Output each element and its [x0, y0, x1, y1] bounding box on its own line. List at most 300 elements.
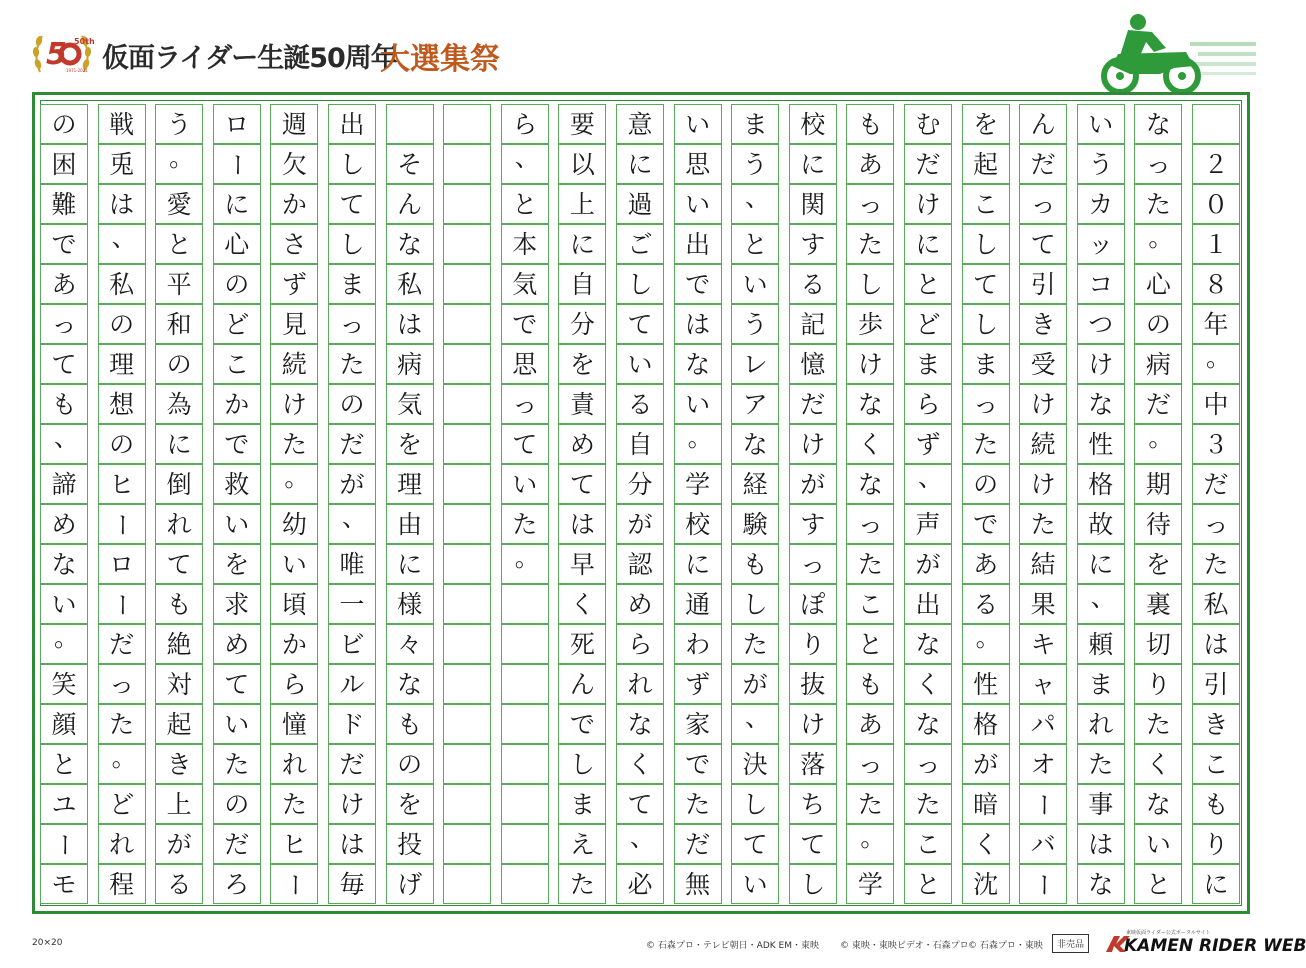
manuscript-cell: め: [616, 584, 664, 624]
manuscript-cell: な: [616, 704, 664, 744]
manuscript-cell: カ: [1077, 184, 1125, 224]
manuscript-cell: [501, 784, 549, 824]
manuscript-cell: [443, 624, 491, 664]
manuscript-cell: を: [386, 784, 434, 824]
manuscript-cell: 諦: [40, 464, 88, 504]
manuscript-cell: っ: [962, 384, 1010, 424]
manuscript-cell: の: [386, 744, 434, 784]
manuscript-cell: が: [328, 464, 376, 504]
manuscript-cell: が: [616, 504, 664, 544]
manuscript-cell: 必: [616, 864, 664, 904]
manuscript-cell: あ: [846, 144, 894, 184]
manuscript-cell: ま: [1077, 664, 1125, 704]
manuscript-cell: き: [1019, 304, 1067, 344]
manuscript-cell: 、: [904, 464, 952, 504]
manuscript-cell: [443, 184, 491, 224]
manuscript-cell: に: [789, 144, 837, 184]
manuscript-cell: え: [558, 824, 606, 864]
manuscript-cell: ら: [270, 664, 318, 704]
manuscript-cell: も: [846, 104, 894, 144]
manuscript-cell: っ: [328, 304, 376, 344]
manuscript-cell: い: [1077, 104, 1125, 144]
manuscript-cell: を: [1134, 544, 1182, 584]
manuscript-cell: っ: [904, 744, 952, 784]
manuscript-cell: と: [501, 184, 549, 224]
page-title: 仮面ライダー生誕50周年: [102, 43, 397, 74]
manuscript-cell: ー: [1019, 864, 1067, 904]
manuscript-cell: 引: [1019, 264, 1067, 304]
manuscript-cell: は: [1192, 624, 1240, 664]
manuscript-cell: 。: [501, 544, 549, 584]
manuscript-cell: た: [846, 784, 894, 824]
manuscript-cell: に: [558, 224, 606, 264]
manuscript-cell: 。: [98, 744, 146, 784]
manuscript-cell: 出: [328, 104, 376, 144]
manuscript-cell: 学: [674, 464, 722, 504]
manuscript-cell: だ: [674, 824, 722, 864]
manuscript-cell: [501, 584, 549, 624]
manuscript-cell: な: [386, 664, 434, 704]
manuscript-cell: 声: [904, 504, 952, 544]
manuscript-cell: に: [904, 224, 952, 264]
manuscript-cell: く: [904, 664, 952, 704]
manuscript-cell: 求: [213, 584, 261, 624]
manuscript-cell: く: [558, 584, 606, 624]
manuscript-cell: [443, 584, 491, 624]
manuscript-cell: け: [846, 344, 894, 384]
manuscript-cell: 分: [616, 464, 664, 504]
manuscript-cell: す: [789, 224, 837, 264]
manuscript-cell: い: [731, 864, 779, 904]
manuscript-cell: 為: [155, 384, 203, 424]
manuscript-cell: と: [1134, 864, 1182, 904]
manuscript-cell: る: [789, 264, 837, 304]
manuscript-column: [443, 104, 491, 904]
manuscript-cell: 自: [616, 424, 664, 464]
manuscript-cell: 由: [386, 504, 434, 544]
manuscript-cell: し: [846, 264, 894, 304]
manuscript-cell: わ: [674, 624, 722, 664]
manuscript-cell: [501, 624, 549, 664]
manuscript-cell: な: [904, 704, 952, 744]
manuscript-cell: [443, 824, 491, 864]
manuscript-column: [846, 104, 894, 904]
manuscript-cell: 思: [501, 344, 549, 384]
manuscript-cell: の: [213, 264, 261, 304]
manuscript-cell: ん: [558, 664, 606, 704]
manuscript-cell: 続: [1019, 424, 1067, 464]
manuscript-cell: 気: [386, 384, 434, 424]
manuscript-cell: だ: [328, 424, 376, 464]
manuscript-cell: 見: [270, 304, 318, 344]
manuscript-cell: け: [789, 704, 837, 744]
manuscript-cell: も: [1192, 784, 1240, 824]
manuscript-cell: 絶: [155, 624, 203, 664]
manuscript-cell: く: [1134, 744, 1182, 784]
manuscript-cell: だ: [328, 744, 376, 784]
manuscript-cell: 性: [962, 664, 1010, 704]
manuscript-cell: 、: [501, 144, 549, 184]
manuscript-cell: な: [40, 544, 88, 584]
manuscript-cell: む: [904, 104, 952, 144]
manuscript-cell: す: [789, 504, 837, 544]
manuscript-cell: 毎: [328, 864, 376, 904]
manuscript-cell: を: [213, 544, 261, 584]
manuscript-cell: ん: [1019, 104, 1067, 144]
manuscript-cell: た: [962, 424, 1010, 464]
manuscript-cell: ず: [674, 664, 722, 704]
manuscript-cell: に: [674, 544, 722, 584]
manuscript-cell: [443, 544, 491, 584]
manuscript-cell: 校: [789, 104, 837, 144]
manuscript-cell: あ: [846, 704, 894, 744]
manuscript-cell: [443, 304, 491, 344]
manuscript-cell: 年: [1192, 304, 1240, 344]
manuscript-cell: う: [731, 304, 779, 344]
manuscript-cell: ど: [904, 304, 952, 344]
manuscript-cell: 倒: [155, 464, 203, 504]
manuscript-cell: た: [1134, 704, 1182, 744]
manuscript-cell: だ: [904, 144, 952, 184]
manuscript-cell: い: [616, 344, 664, 384]
manuscript-cell: さ: [270, 224, 318, 264]
manuscript-cell: 思: [674, 144, 722, 184]
site-name: KAMEN RIDER WEB: [1124, 936, 1306, 956]
manuscript-cell: た: [328, 344, 376, 384]
manuscript-cell: モ: [40, 864, 88, 904]
manuscript-cell: 自: [558, 264, 606, 304]
manuscript-cell: で: [501, 304, 549, 344]
manuscript-cell: 平: [155, 264, 203, 304]
manuscript-cell: 私: [386, 264, 434, 304]
manuscript-cell: 、: [98, 224, 146, 264]
copyright-3: © 石森プロ・東映: [968, 941, 1043, 951]
manuscript-cell: で: [213, 424, 261, 464]
manuscript-cell: ヒ: [98, 464, 146, 504]
manuscript-column: [789, 104, 837, 904]
manuscript-cell: パ: [1019, 704, 1067, 744]
manuscript-cell: う: [731, 144, 779, 184]
manuscript-cell: た: [98, 704, 146, 744]
manuscript-cell: し: [731, 584, 779, 624]
manuscript-cell: と: [846, 624, 894, 664]
svg-text:5: 5: [46, 37, 67, 72]
manuscript-cell: た: [501, 504, 549, 544]
manuscript-cell: た: [904, 784, 952, 824]
manuscript-cell: 。: [1192, 344, 1240, 384]
manuscript-cell: 事: [1077, 784, 1125, 824]
manuscript-cell: し: [558, 744, 606, 784]
manuscript-cell: ロ: [98, 544, 146, 584]
manuscript-cell: っ: [846, 504, 894, 544]
manuscript-cell: も: [155, 584, 203, 624]
manuscript-cell: [443, 264, 491, 304]
manuscript-cell: 認: [616, 544, 664, 584]
manuscript-cell: 出: [674, 224, 722, 264]
manuscript-cell: れ: [155, 504, 203, 544]
manuscript-cell: い: [270, 544, 318, 584]
manuscript-cell: [501, 704, 549, 744]
manuscript-cell: 。: [155, 144, 203, 184]
manuscript-cell: [443, 224, 491, 264]
manuscript-cell: る: [616, 384, 664, 424]
manuscript-cell: 待: [1134, 504, 1182, 544]
manuscript-cell: な: [1077, 864, 1125, 904]
manuscript-cell: 難: [40, 184, 88, 224]
manuscript-cell: な: [904, 624, 952, 664]
manuscript-cell: て: [731, 824, 779, 864]
manuscript-cell: る: [962, 584, 1010, 624]
manuscript-cell: か: [213, 384, 261, 424]
manuscript-cell: た: [1192, 544, 1240, 584]
manuscript-cell: 家: [674, 704, 722, 744]
manuscript-cell: ぽ: [789, 584, 837, 624]
manuscript-cell: は: [558, 504, 606, 544]
manuscript-cell: が: [904, 544, 952, 584]
manuscript-cell: 裏: [1134, 584, 1182, 624]
manuscript-cell: も: [731, 544, 779, 584]
manuscript-cell: ０: [1192, 184, 1240, 224]
manuscript-cell: た: [213, 744, 261, 784]
manuscript-cell: 中: [1192, 384, 1240, 424]
manuscript-cell: ま: [558, 784, 606, 824]
manuscript-cell: 。: [1134, 224, 1182, 264]
site-tagline: 東映仮面ライダー公式ポータルサイト: [1126, 930, 1211, 936]
manuscript-cell: ユ: [40, 784, 88, 824]
manuscript-cell: あ: [962, 544, 1010, 584]
manuscript-cell: 。: [40, 624, 88, 664]
manuscript-cell: こ: [213, 344, 261, 384]
manuscript-cell: な: [846, 464, 894, 504]
manuscript-cell: ル: [328, 664, 376, 704]
manuscript-cell: [443, 784, 491, 824]
manuscript-cell: し: [962, 224, 1010, 264]
manuscript-cell: で: [962, 504, 1010, 544]
manuscript-cell: 以: [558, 144, 606, 184]
manuscript-cell: い: [501, 464, 549, 504]
manuscript-cell: 受: [1019, 344, 1067, 384]
manuscript-cell: 沈: [962, 864, 1010, 904]
svg-text:50th: 50th: [74, 37, 95, 46]
manuscript-cell: [443, 464, 491, 504]
manuscript-cell: の: [213, 784, 261, 824]
manuscript-cell: 憧: [270, 704, 318, 744]
manuscript-cell: て: [40, 344, 88, 384]
manuscript-cell: か: [270, 184, 318, 224]
manuscript-cell: ろ: [213, 864, 261, 904]
manuscript-cell: レ: [731, 344, 779, 384]
manuscript-cell: だ: [1134, 384, 1182, 424]
manuscript-cell: 引: [1192, 664, 1240, 704]
manuscript-cell: [501, 744, 549, 784]
manuscript-column: [731, 104, 779, 904]
manuscript-cell: け: [1077, 344, 1125, 384]
manuscript-cell: ー: [40, 824, 88, 864]
manuscript-cell: コ: [1077, 264, 1125, 304]
manuscript-cell: も: [40, 384, 88, 424]
manuscript-cell: 理: [98, 344, 146, 384]
manuscript-cell: た: [1019, 504, 1067, 544]
manuscript-cell: に: [1077, 544, 1125, 584]
manuscript-cell: め: [558, 424, 606, 464]
manuscript-cell: 責: [558, 384, 606, 424]
manuscript-cell: れ: [270, 744, 318, 784]
manuscript-cell: [443, 104, 491, 144]
manuscript-cell: 通: [674, 584, 722, 624]
manuscript-cell: り: [1192, 824, 1240, 864]
manuscript-cell: オ: [1019, 744, 1067, 784]
manuscript-cell: 和: [155, 304, 203, 344]
manuscript-cell: [443, 504, 491, 544]
manuscript-cell: け: [270, 384, 318, 424]
manuscript-cell: 幼: [270, 504, 318, 544]
manuscript-cell: 唯: [328, 544, 376, 584]
manuscript-cell: [1192, 104, 1240, 144]
manuscript-cell: ２: [1192, 144, 1240, 184]
manuscript-cell: ど: [98, 784, 146, 824]
manuscript-cell: 上: [155, 784, 203, 824]
manuscript-column: [386, 104, 434, 904]
manuscript-column: [501, 104, 549, 904]
manuscript-cell: 、: [731, 184, 779, 224]
copyright-2: © 東映・東映ビデオ・石森プロ: [840, 941, 969, 951]
manuscript-cell: だ: [789, 384, 837, 424]
manuscript-cell: り: [1134, 664, 1182, 704]
manuscript-cell: [443, 144, 491, 184]
manuscript-cell: ー: [98, 504, 146, 544]
manuscript-cell: し: [328, 144, 376, 184]
manuscript-column: [1019, 104, 1067, 904]
manuscript-cell: し: [962, 304, 1010, 344]
manuscript-cell: 意: [616, 104, 664, 144]
manuscript-cell: そ: [386, 144, 434, 184]
manuscript-cell: の: [328, 384, 376, 424]
manuscript-cell: ８: [1192, 264, 1240, 304]
copyright-1: © 石森プロ・テレビ朝日・ADK EM・東映: [646, 941, 819, 951]
manuscript-cell: た: [1134, 184, 1182, 224]
manuscript-cell: 本: [501, 224, 549, 264]
manuscript-cell: っ: [40, 304, 88, 344]
manuscript-cell: つ: [1077, 304, 1125, 344]
50th-anniversary-logo: [30, 22, 94, 86]
manuscript-cell: 程: [98, 864, 146, 904]
manuscript-column: [1077, 104, 1125, 904]
manuscript-cell: ど: [213, 304, 261, 344]
manuscript-cell: の: [1134, 304, 1182, 344]
manuscript-cell: こ: [1192, 744, 1240, 784]
manuscript-cell: 関: [789, 184, 837, 224]
manuscript-cell: っ: [1134, 144, 1182, 184]
manuscript-cell: ち: [789, 784, 837, 824]
manuscript-cell: 気: [501, 264, 549, 304]
manuscript-cell: を: [386, 424, 434, 464]
manuscript-column: [40, 104, 88, 904]
manuscript-cell: て: [1019, 224, 1067, 264]
manuscript-cell: [443, 344, 491, 384]
manuscript-cell: 、: [616, 824, 664, 864]
manuscript-cell: 愛: [155, 184, 203, 224]
manuscript-cell: 歩: [846, 304, 894, 344]
manuscript-cell: 期: [1134, 464, 1182, 504]
manuscript-cell: 果: [1019, 584, 1067, 624]
manuscript-cell: で: [558, 704, 606, 744]
motorcycle-rider-icon: [1090, 12, 1260, 96]
manuscript-cell: だ: [98, 624, 146, 664]
manuscript-cell: が: [789, 464, 837, 504]
manuscript-cell: の: [40, 104, 88, 144]
manuscript-cell: 、: [40, 424, 88, 464]
manuscript-cell: 週: [270, 104, 318, 144]
manuscript-column: [1192, 104, 1240, 904]
manuscript-cell: ず: [270, 264, 318, 304]
manuscript-cell: ド: [328, 704, 376, 744]
manuscript-cell: 続: [270, 344, 318, 384]
manuscript-cell: は: [98, 184, 146, 224]
manuscript-cell: て: [328, 184, 376, 224]
manuscript-cell: ま: [328, 264, 376, 304]
manuscript-cell: な: [1134, 104, 1182, 144]
manuscript-cell: か: [270, 624, 318, 664]
manuscript-cell: て: [789, 824, 837, 864]
manuscript-cell: く: [846, 424, 894, 464]
manuscript-cell: 学: [846, 864, 894, 904]
manuscript-cell: な: [1134, 784, 1182, 824]
manuscript-cell: ー: [213, 144, 261, 184]
manuscript-column: [962, 104, 1010, 904]
manuscript-cell: １: [1192, 224, 1240, 264]
manuscript-cell: 過: [616, 184, 664, 224]
manuscript-cell: と: [40, 744, 88, 784]
manuscript-cell: 故: [1077, 504, 1125, 544]
manuscript-cell: の: [98, 424, 146, 464]
manuscript-cell: に: [1192, 864, 1240, 904]
manuscript-cell: で: [674, 264, 722, 304]
manuscript-cell: で: [674, 744, 722, 784]
manuscript-cell: [386, 104, 434, 144]
manuscript-cell: っ: [846, 744, 894, 784]
manuscript-cell: と: [155, 224, 203, 264]
manuscript-cell: が: [731, 664, 779, 704]
manuscript-cell: た: [558, 864, 606, 904]
manuscript-cell: 。: [674, 424, 722, 464]
manuscript-cell: 起: [155, 704, 203, 744]
manuscript-cell: 死: [558, 624, 606, 664]
manuscript-cell: て: [616, 304, 664, 344]
manuscript-cell: な: [1077, 384, 1125, 424]
manuscript-cell: っ: [1192, 504, 1240, 544]
manuscript-cell: 無: [674, 864, 722, 904]
manuscript-cell: た: [846, 544, 894, 584]
manuscript-cell: 対: [155, 664, 203, 704]
manuscript-cell: な: [386, 224, 434, 264]
manuscript-cell: 。: [270, 464, 318, 504]
manuscript-cell: れ: [616, 664, 664, 704]
manuscript-cell: は: [386, 304, 434, 344]
manuscript-cell: と: [904, 864, 952, 904]
manuscript-cell: に: [155, 424, 203, 464]
manuscript-cell: に: [616, 144, 664, 184]
manuscript-cell: っ: [1019, 184, 1067, 224]
manuscript-cell: 格: [962, 704, 1010, 744]
manuscript-cell: 決: [731, 744, 779, 784]
manuscript-cell: 心: [213, 224, 261, 264]
manuscript-column: [616, 104, 664, 904]
manuscript-cell: 格: [1077, 464, 1125, 504]
manuscript-cell: い: [674, 104, 722, 144]
manuscript-grid: [40, 104, 1240, 904]
manuscript-cell: き: [1192, 704, 1240, 744]
manuscript-cell: あ: [40, 264, 88, 304]
